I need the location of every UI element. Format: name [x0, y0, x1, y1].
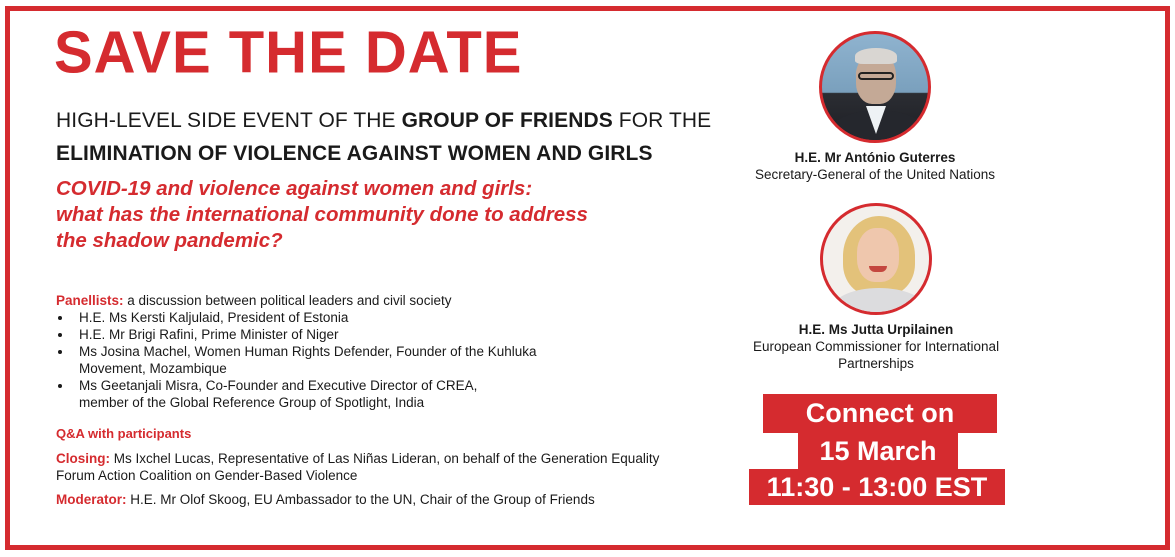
closing-label: Closing:	[56, 451, 110, 466]
topic-line1: COVID-19 and violence against women and girls:	[56, 177, 533, 200]
closing-text: Ms Ixchel Lucas, Representative of Las Niñas Lideran, on behalf of the Generation Equality Forum Action Coalition on Gender-Based Violence	[56, 451, 660, 483]
avatar	[820, 203, 932, 315]
subtitle-line1-pre: HIGH-LEVEL SIDE EVENT OF THE	[56, 109, 402, 132]
connect-on-banner: Connect on	[763, 394, 997, 433]
panellists-intro	[56, 292, 696, 309]
avatar	[819, 31, 931, 143]
subtitle-line1-bold: GROUP OF FRIENDS	[401, 109, 613, 132]
speaker-urpilainen	[740, 203, 1012, 372]
program-details	[56, 292, 696, 508]
date-banner: 15 March	[798, 433, 958, 469]
list-item: Ms Geetanjali Misra, Co-Founder and Executive Director of CREA, member of the Global Reference Group of Spotlight, India	[56, 377, 526, 411]
subtitle-line1-post: FOR THE	[612, 109, 712, 132]
speaker-name: H.E. Mr António Guterres	[794, 150, 956, 165]
closing-info	[56, 450, 666, 484]
topic-line3: the shadow pandemic?	[56, 229, 283, 252]
panellists-text: a discussion between political leaders and civil society	[123, 293, 452, 308]
subtitle-line2: ELIMINATION OF VIOLENCE AGAINST WOMEN AND GIRLS	[56, 142, 653, 165]
panellists-label: Panellists:	[56, 293, 124, 308]
list-item: H.E. Ms Kersti Kaljulaid, President of Estonia	[56, 309, 696, 326]
list-item: Ms Josina Machel, Women Human Rights Defender, Founder of the Kuhluka Movement, Mozambique	[56, 343, 546, 377]
qa-label: Q&A with participants	[56, 426, 192, 441]
page-title: SAVE THE DATE	[54, 19, 523, 86]
time-banner: 11:30 - 13:00 EST	[749, 469, 1005, 505]
speaker-guterres	[740, 31, 1010, 183]
event-subtitle	[56, 104, 711, 170]
speaker-name: H.E. Ms Jutta Urpilainen	[798, 322, 954, 337]
event-topic	[56, 176, 676, 254]
list-item: H.E. Mr Brigi Rafini, Prime Minister of Niger	[56, 326, 696, 343]
speaker-role-line1: European Commissioner for International	[752, 339, 1000, 354]
moderator-text: H.E. Mr Olof Skoog, EU Ambassador to the UN, Chair of the Group of Friends	[126, 492, 595, 507]
speaker-role-line2: Partnerships	[838, 356, 914, 371]
topic-line2: what has the international community done to address	[56, 203, 588, 226]
moderator-label: Moderator:	[56, 492, 127, 507]
panellists-list	[56, 309, 696, 411]
moderator-info	[56, 491, 696, 508]
speaker-role: Secretary-General of the United Nations	[754, 167, 996, 182]
